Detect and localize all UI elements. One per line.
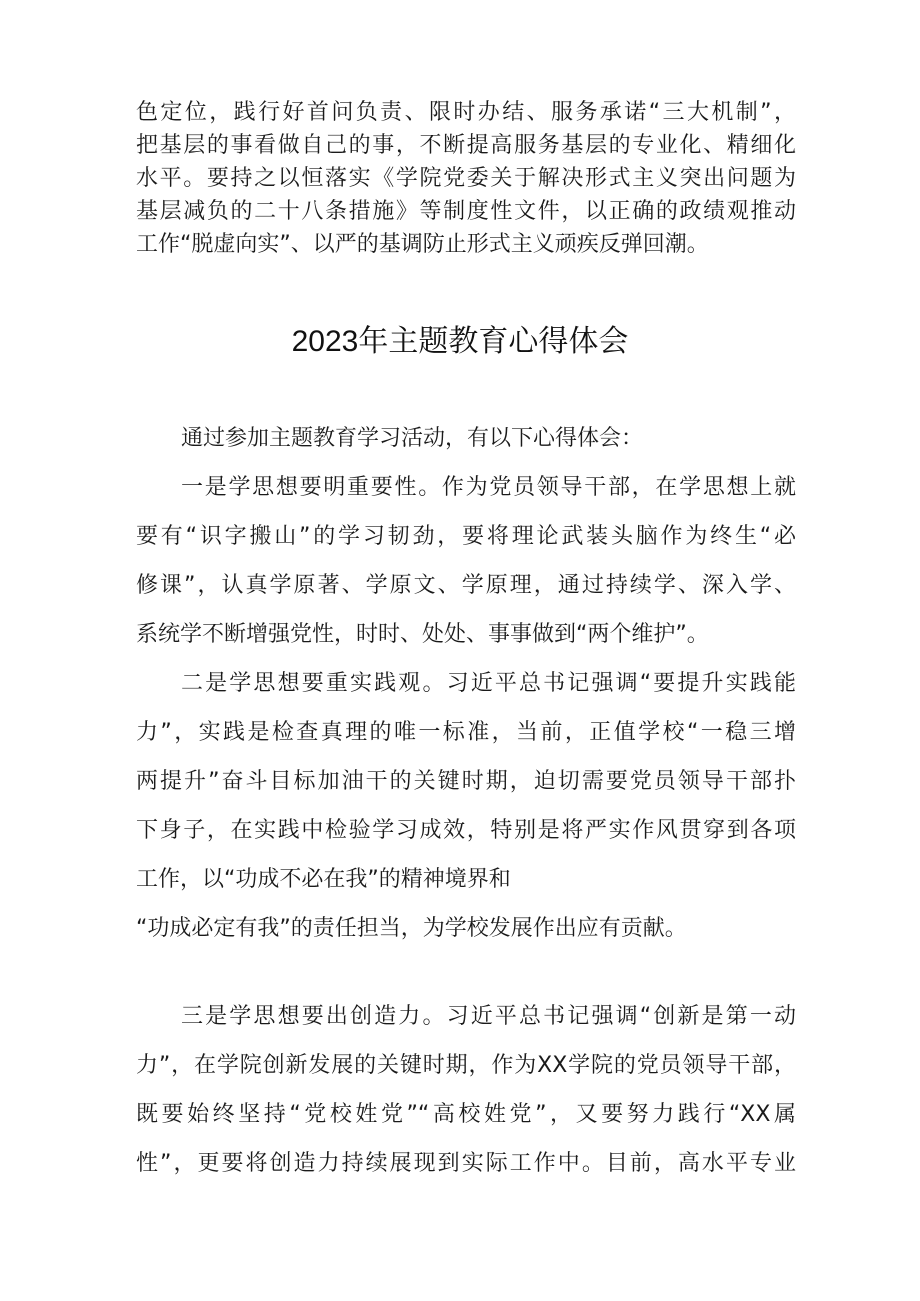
- text-line: 力”，在学院创新发展的关键时期，作为XX学院的党员领导干部，: [136, 1053, 796, 1078]
- text-line: 力”，实践是检查真理的唯一标准，当前，正值学校“一稳三增: [136, 720, 796, 745]
- text-line: 水平。要持之以恒落实《学院党委关于解决形式主义突出问题为: [136, 166, 796, 191]
- top-paragraph: [136, 96, 796, 261]
- text-line: 要有“识字搬山”的学习韧劲，要将理论武装头脑作为终生“必: [136, 524, 796, 549]
- text-line: 工作“脱虚向实”、以严的基调防止形式主义顽疾反弹回潮。: [136, 232, 709, 257]
- document-title: 2023年主题教育心得体会: [291, 325, 629, 358]
- text-line: 下身子，在实践中检验学习成效，特别是将严实作风贯穿到各项: [136, 818, 796, 843]
- text-line: 三是学思想要出创造力。习近平总书记强调“创新是第一动: [181, 1004, 796, 1029]
- text-line: “功成必定有我”的责任担当，为学校发展作出应有贡献。: [136, 916, 687, 941]
- text-line: 色定位，践行好首问负责、限时办结、服务承诺“三大机制”，: [136, 100, 796, 125]
- text-line: 既要始终坚持“党校姓党”“高校姓党”，又要努力践行“XX属: [136, 1102, 796, 1127]
- text-line: 基层减负的二十八条措施》等制度性文件，以正确的政绩观推动: [136, 199, 796, 224]
- text-line: 一是学思想要明重要性。作为党员领导干部，在学思想上就: [181, 475, 796, 500]
- text-line: 两提升”奋斗目标加油干的关键时期，迫切需要党员领导干部扑: [136, 769, 796, 794]
- intro-paragraph: 通过参加主题教育学习活动，有以下心得体会：: [181, 426, 644, 451]
- text-line: 二是学思想要重实践观。习近平总书记强调“要提升实践能: [181, 671, 796, 696]
- text-line: 性”，更要将创造力持续展现到实际工作中。目前，高水平专业: [136, 1151, 796, 1176]
- text-line: 工作，以“功成不必在我”的精神境界和: [136, 867, 511, 892]
- text-line: 把基层的事看做自己的事，不断提高服务基层的专业化、精细化: [136, 133, 796, 158]
- text-line: 系统学不断增强党性，时时、处处、事事做到“两个维护”。: [136, 622, 709, 647]
- text-line: 修课”，认真学原著、学原文、学原理，通过持续学、深入学、: [136, 573, 796, 598]
